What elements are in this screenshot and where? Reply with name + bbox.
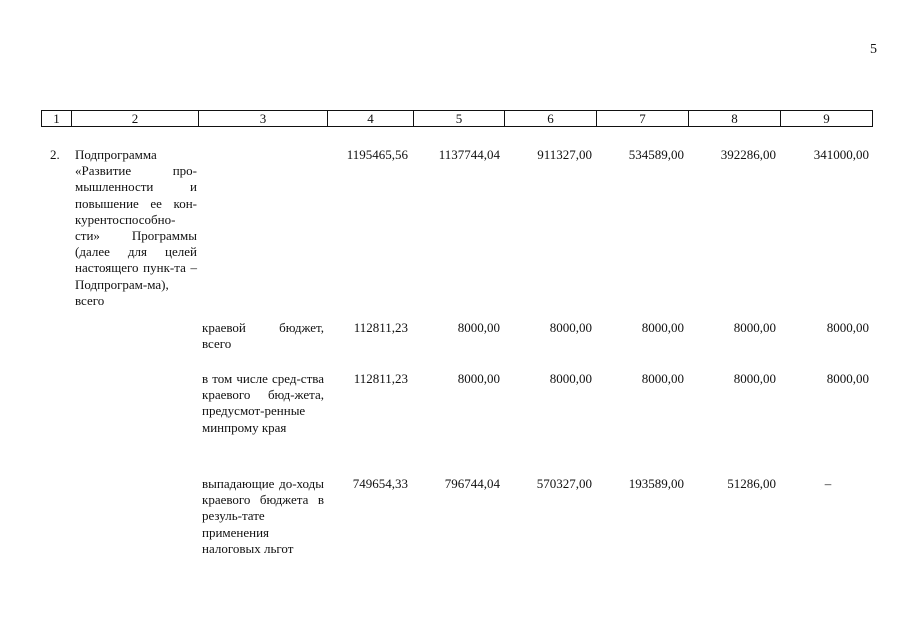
row1-col5-value: 1137744,04 (438, 147, 500, 162)
row1-col9-value: 341000,00 (813, 147, 869, 162)
row-number: 2. (50, 147, 60, 162)
row1-col6-value: 911327,00 (537, 147, 592, 162)
row2-col4-value: 112811,23 (353, 320, 408, 335)
row1-col8-value: 392286,00 (720, 147, 776, 162)
row3-col5-value: 8000,00 (457, 371, 500, 386)
header-col-7: 7 (597, 111, 689, 127)
column-number-header (41, 110, 873, 127)
header-col-4: 4 (328, 111, 414, 127)
funding-source-regional-budget: краевой бюджет, всего (202, 320, 324, 352)
row3-col6-value: 8000,00 (549, 371, 592, 386)
row2-col6-value: 8000,00 (549, 320, 592, 335)
row3-col7-value: 8000,00 (641, 371, 684, 386)
funding-source-ministry: в том числе сред-ства краевого бюд-жета, предусмот-ренные минпрому края (202, 371, 324, 435)
subprogram-name: Подпрограмма «Развитие про-мышленности и повышение ее кон-курентоспособно-сти» Программы (далее для целей настоящего пунк-та – Подпрограм-ма), всего (75, 147, 197, 308)
row2-col5-value: 8000,00 (457, 320, 500, 335)
row3-col4-value: 112811,23 (353, 371, 408, 386)
row4-col5-value: 796744,04 (444, 476, 500, 491)
header-col-5: 5 (414, 111, 505, 127)
page-number: 5 (870, 42, 877, 57)
row3-col9-value: 8000,00 (826, 371, 869, 386)
row4-col6-value: 570327,00 (536, 476, 592, 491)
row2-col8-value: 8000,00 (733, 320, 776, 335)
header-col-2: 2 (72, 111, 199, 127)
row4-col7-value: 193589,00 (628, 476, 684, 491)
header-col-6: 6 (505, 111, 597, 127)
header-col-1: 1 (42, 111, 72, 127)
header-col-8: 8 (689, 111, 781, 127)
row4-col8-value: 51286,00 (727, 476, 776, 491)
row3-col8-value: 8000,00 (733, 371, 776, 386)
row1-col4-value: 1195465,56 (346, 147, 408, 162)
funding-source-lost-revenue: выпадающие до-ходы краевого бюджета в резуль-тате применения налоговых льгот (202, 476, 324, 556)
row2-col9-value: 8000,00 (826, 320, 869, 335)
row1-col7-value: 534589,00 (628, 147, 684, 162)
row2-col7-value: 8000,00 (641, 320, 684, 335)
row4-col9-value: – (824, 476, 832, 491)
header-col-9: 9 (781, 111, 873, 127)
header-col-3: 3 (199, 111, 328, 127)
row4-col4-value: 749654,33 (352, 476, 408, 491)
